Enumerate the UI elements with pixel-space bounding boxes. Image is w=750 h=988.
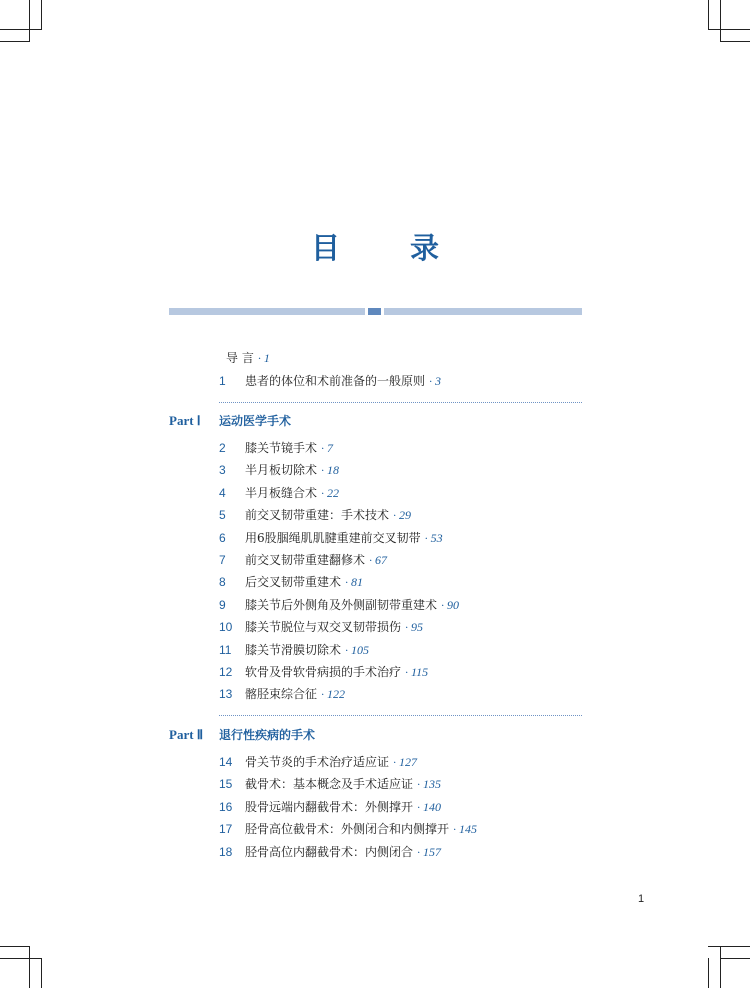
crop-mark-top-right-v2 xyxy=(720,0,721,42)
toc-entry-chapter-14[interactable]: 14 骨关节炎的手术治疗适应证 · 127 xyxy=(219,752,417,772)
crop-mark-top-left-v2 xyxy=(41,0,42,30)
toc-entry-text: 前交叉韧带重建：手术技术 xyxy=(245,508,390,523)
toc-entry-text: 膝关节镜手术 xyxy=(245,441,318,455)
toc-entry-number: 14 xyxy=(219,755,233,769)
toc-entry-intro[interactable]: 导 言 · 1 xyxy=(226,351,270,365)
toc-entry-number: 9 xyxy=(219,597,226,612)
toc-entry-chapter-2[interactable]: 2 膝关节镜手术 · 7 xyxy=(219,438,333,458)
toc-entry-page: 7 xyxy=(327,441,334,455)
crop-mark-top-right-h2 xyxy=(720,41,750,42)
toc-entry-chapter-9[interactable]: 9 膝关节后外侧角及外侧副韧带重建术 · 90 xyxy=(219,595,459,615)
toc-entry-number: 8 xyxy=(219,575,226,590)
title-rule-right xyxy=(384,308,582,315)
crop-mark-bottom-left-h2 xyxy=(0,946,30,947)
title-rule-center-block xyxy=(368,308,381,315)
toc-entry-page: 1 xyxy=(263,351,270,365)
crop-mark-bottom-right-v xyxy=(708,958,709,988)
crop-mark-bottom-left-h xyxy=(0,958,42,959)
toc-entry-chapter-3[interactable]: 3 半月板切除术 · 18 xyxy=(219,460,339,480)
part-title: 运动医学手术 xyxy=(219,414,292,428)
crop-mark-top-right-v xyxy=(708,0,709,30)
toc-entry-number: 3 xyxy=(219,463,226,478)
crop-mark-top-left-v xyxy=(29,0,30,42)
toc-entry-text: 导 言 xyxy=(226,351,254,365)
toc-entry-number: 5 xyxy=(219,508,226,523)
toc-entry-text: 半月板切除术 xyxy=(245,463,318,478)
part-title: 退行性疾病的手术 xyxy=(219,728,316,742)
toc-entry-number: 15 xyxy=(219,777,233,792)
toc-entry-text: 前交叉韧带重建翻修术 xyxy=(245,553,366,567)
part-label: Part Ⅱ xyxy=(169,727,204,742)
toc-entry-text: 骨关节炎的手术治疗适应证 xyxy=(245,755,390,769)
toc-entry-page: 105 xyxy=(351,642,370,657)
toc-entry-text: 膝关节后外侧角及外侧副韧带重建术 xyxy=(245,597,438,612)
toc-entry-page: 127 xyxy=(399,755,418,769)
crop-mark-top-left-h2 xyxy=(0,41,30,42)
toc-entry-page: 53 xyxy=(430,530,443,545)
crop-mark-top-left-h xyxy=(0,29,42,30)
toc-entry-page: 157 xyxy=(423,844,442,859)
toc-entry-number: 4 xyxy=(219,485,226,500)
toc-entry-number: 18 xyxy=(219,844,233,859)
crop-mark-bottom-right-h xyxy=(708,946,750,947)
toc-entry-chapter-6[interactable]: 6 用6股腘绳肌肌腱重建前交叉韧带 · 53 xyxy=(219,528,443,548)
toc-entry-text: 截骨术：基本概念及手术适应证 xyxy=(245,777,414,792)
toc-entry-number: 11 xyxy=(219,642,232,657)
toc-entry-number: 16 xyxy=(219,799,233,814)
crop-mark-bottom-left-v2 xyxy=(41,958,42,988)
toc-entry-text: 胫骨高位截骨术：外侧闭合和内侧撑开 xyxy=(245,822,450,837)
toc-entry-chapter-17[interactable]: 17 胫骨高位截骨术：外侧闭合和内侧撑开 · 145 xyxy=(219,819,477,839)
toc-entry-text: 股骨远端内翻截骨术：外侧撑开 xyxy=(245,799,414,814)
toc-entry-chapter-4[interactable]: 4 半月板缝合术 · 22 xyxy=(219,483,339,503)
toc-entry-chapter-15[interactable]: 15 截骨术：基本概念及手术适应证 · 135 xyxy=(219,774,441,794)
toc-entry-page: 29 xyxy=(399,508,412,523)
toc-entry-number: 2 xyxy=(219,441,226,455)
crop-mark-bottom-right-h2 xyxy=(720,958,750,959)
toc-entry-page: 145 xyxy=(459,822,478,837)
toc-entry-text: 后交叉韧带重建术 xyxy=(245,575,342,590)
toc-entry-number: 12 xyxy=(219,665,233,679)
toc-entry-page: 81 xyxy=(351,575,364,590)
separator-dotted xyxy=(219,715,582,716)
toc-entry-page: 90 xyxy=(447,597,460,612)
toc-entry-number: 10 xyxy=(219,620,233,635)
toc-entry-text: 软骨及骨软骨病损的手术治疗 xyxy=(245,665,402,679)
crop-mark-bottom-right-v2 xyxy=(720,946,721,988)
toc-entry-chapter-12[interactable]: 12 软骨及骨软骨病损的手术治疗 · 115 xyxy=(219,662,428,682)
toc-entry-page: 67 xyxy=(375,553,388,567)
toc-entry-chapter-1[interactable]: 1 患者的体位和术前准备的一般原则 · 3 xyxy=(219,371,441,391)
toc-entry-page: 22 xyxy=(327,485,340,500)
toc-entry-number: 6 xyxy=(219,530,226,545)
toc-entry-text: 膝关节滑膜切除术 xyxy=(245,642,342,657)
part-heading-1[interactable] xyxy=(169,410,291,432)
page-title: 目 录 xyxy=(310,231,470,265)
toc-entry-text: 半月板缝合术 xyxy=(245,485,318,500)
toc-entry-page: 122 xyxy=(327,687,346,702)
toc-entry-chapter-11[interactable]: 11 膝关节滑膜切除术 · 105 xyxy=(219,640,369,660)
toc-entry-page: 115 xyxy=(411,665,429,679)
toc-entry-chapter-13[interactable]: 13 髂胫束综合征 · 122 xyxy=(219,684,345,704)
toc-entry-chapter-7[interactable]: 7 前交叉韧带重建翻修术 · 67 xyxy=(219,550,387,570)
part-label: Part Ⅰ xyxy=(169,413,201,428)
toc-entry-chapter-5[interactable]: 5 前交叉韧带重建：手术技术 · 29 xyxy=(219,505,411,525)
toc-entry-page: 95 xyxy=(411,620,424,635)
crop-mark-top-right-h xyxy=(708,29,750,30)
toc-entry-text: 用6股腘绳肌肌腱重建前交叉韧带 xyxy=(245,530,421,545)
toc-entry-text: 膝关节脱位与双交叉韧带损伤 xyxy=(245,620,402,635)
separator-dotted xyxy=(219,402,582,403)
toc-entry-number: 1 xyxy=(219,374,226,388)
part-heading-2[interactable] xyxy=(169,724,315,746)
toc-entry-text: 胫骨高位内翻截骨术：内侧闭合 xyxy=(245,844,414,859)
toc-entry-number: 13 xyxy=(219,687,233,702)
toc-entry-page: 135 xyxy=(423,777,442,792)
toc-entry-page: 3 xyxy=(435,374,442,388)
crop-mark-bottom-left-v xyxy=(29,946,30,988)
toc-entry-text: 髂胫束综合征 xyxy=(245,687,318,702)
toc-entry-chapter-8[interactable]: 8 后交叉韧带重建术 · 81 xyxy=(219,572,363,592)
toc-entry-chapter-18[interactable]: 18 胫骨高位内翻截骨术：内侧闭合 · 157 xyxy=(219,842,441,862)
toc-entry-chapter-10[interactable]: 10 膝关节脱位与双交叉韧带损伤 · 95 xyxy=(219,617,423,637)
toc-entry-page: 140 xyxy=(423,799,442,814)
page-number: 1 xyxy=(638,893,645,905)
toc-entry-page: 18 xyxy=(327,463,340,478)
toc-entry-text: 患者的体位和术前准备的一般原则 xyxy=(245,374,426,388)
title-rule-left xyxy=(169,308,365,315)
toc-entry-number: 17 xyxy=(219,822,233,837)
toc-entry-chapter-16[interactable]: 16 股骨远端内翻截骨术：外侧撑开 · 140 xyxy=(219,797,441,817)
toc-entry-number: 7 xyxy=(219,553,226,567)
